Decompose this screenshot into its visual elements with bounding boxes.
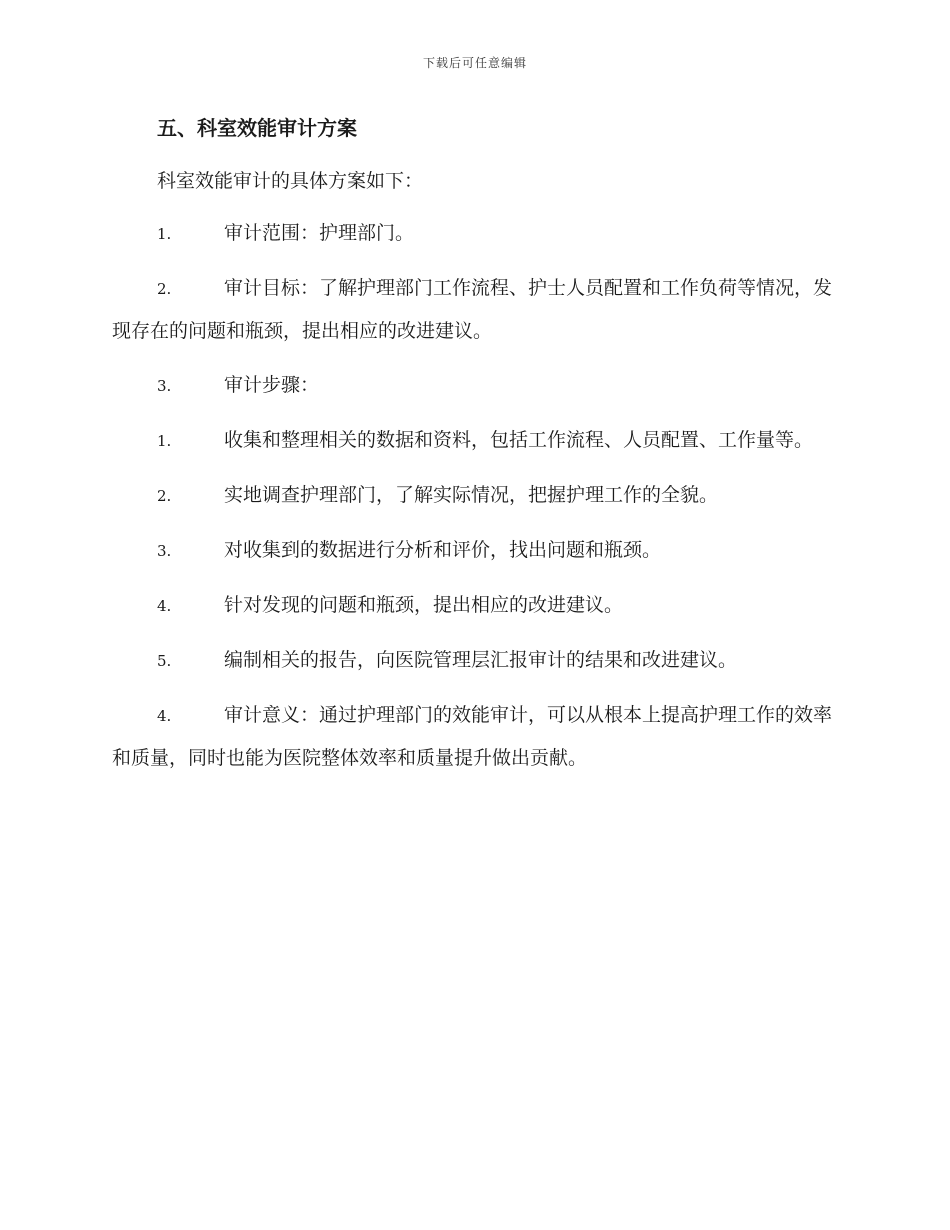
list-item-number: 2. (157, 487, 172, 505)
section-heading: 五、科室效能审计方案 (157, 116, 357, 140)
list-item-number: 3. (157, 542, 172, 560)
list-item-text: 审计意义：通过护理部门的效能审计，可以从根本上提高护理工作的效率和质量，同时也能为医院整体效率和质量提升做出贡献。 (112, 704, 833, 769)
header-note: 下载后可任意编辑 (422, 56, 527, 70)
list-item-number: 4. (157, 597, 172, 615)
list-item-text: 审计范围：护理部门。 (224, 222, 415, 244)
list-item (112, 474, 834, 517)
document-body (112, 110, 834, 779)
list-item-text: 审计目标：了解护理部门工作流程、护士人员配置和工作负荷等情况，发现存在的问题和瓶颈，提出相应的改进建议。 (112, 277, 833, 342)
list-item-number: 3. (157, 377, 172, 395)
list-item (112, 529, 834, 572)
list-item-number: 4. (157, 707, 172, 725)
list-item-number: 2. (157, 280, 172, 298)
list-item (112, 639, 834, 682)
list-item-text: 实地调查护理部门，了解实际情况，把握护理工作的全貌。 (224, 484, 719, 506)
list-item-text: 收集和整理相关的数据和资料，包括工作流程、人员配置、工作量等。 (224, 429, 814, 451)
list-item-number: 1. (157, 432, 172, 450)
list-item (112, 419, 834, 462)
list-item (112, 364, 834, 407)
list-item-number: 1. (157, 225, 172, 243)
list-item (112, 267, 834, 352)
list-item-text: 编制相关的报告，向医院管理层汇报审计的结果和改进建议。 (224, 649, 738, 671)
list-item (112, 584, 834, 627)
list-item-number: 5. (157, 652, 172, 670)
intro-paragraph: 科室效能审计的具体方案如下： (157, 170, 424, 192)
list-item-text: 针对发现的问题和瓶颈，提出相应的改进建议。 (224, 594, 624, 616)
list-item-text: 审计步骤： (224, 374, 320, 396)
list-item (112, 694, 834, 779)
list-item-text: 对收集到的数据进行分析和评价，找出问题和瓶颈。 (224, 539, 662, 561)
list-item (112, 212, 834, 255)
